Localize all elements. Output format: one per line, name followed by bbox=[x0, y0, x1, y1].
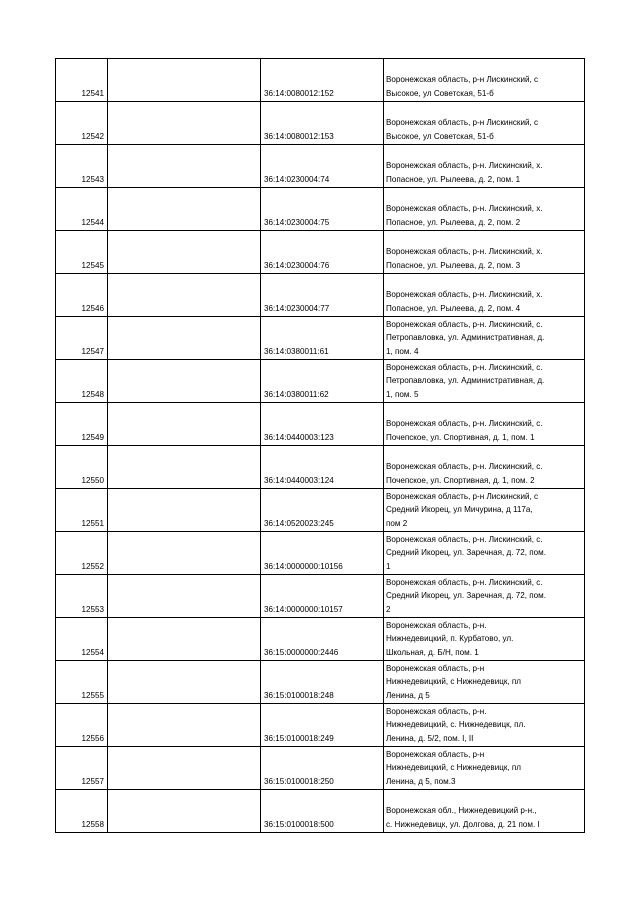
table-row bbox=[56, 704, 585, 747]
cadastral-number-cell: 36:14:0080012:152 bbox=[261, 59, 384, 102]
address-line: Воронежская область, р-н Лискинский, с bbox=[386, 118, 539, 128]
address-cell bbox=[384, 618, 585, 661]
empty-cell bbox=[108, 231, 261, 274]
empty-cell bbox=[108, 489, 261, 532]
cadastral-number-cell: 36:15:0100018:249 bbox=[261, 704, 384, 747]
address-line: Попасное, ул. Рылеева, д. 2, пом. 4 bbox=[386, 303, 521, 313]
cadastral-number-cell: 36:14:0230004:75 bbox=[261, 188, 384, 231]
address-line: Воронежская область, р-н. Лискинский, с. bbox=[386, 535, 543, 545]
empty-cell bbox=[108, 59, 261, 102]
table-row bbox=[56, 403, 585, 446]
row-number-cell: 12543 bbox=[56, 145, 108, 188]
cadastral-number-cell: 36:14:0080012:153 bbox=[261, 102, 384, 145]
table-row bbox=[56, 618, 585, 661]
address-line: с. Нижнедевицк, ул. Долгова, д. 21 пом. I bbox=[386, 819, 540, 829]
empty-cell bbox=[108, 575, 261, 618]
empty-cell bbox=[108, 532, 261, 575]
address-line: 1, пом. 4 bbox=[386, 346, 419, 356]
address-line: Нижнедевицкий, с. Нижнедевицк, пл. bbox=[386, 720, 526, 730]
address-cell bbox=[384, 360, 585, 403]
empty-cell bbox=[108, 618, 261, 661]
row-number-cell: 12556 bbox=[56, 704, 108, 747]
address-cell bbox=[384, 747, 585, 790]
address-line: Почепское, ул. Спортивная, д. 1, пом. 2 bbox=[386, 475, 535, 485]
address-cell bbox=[384, 102, 585, 145]
row-number-cell: 12549 bbox=[56, 403, 108, 446]
address-line: Нижнедевицкий, с Нижнедевицк, пл bbox=[386, 763, 522, 773]
address-line: Воронежская область, р-н. bbox=[386, 707, 487, 717]
address-line: Попасное, ул. Рылеева, д. 2, пом. 1 bbox=[386, 174, 521, 184]
table-row bbox=[56, 360, 585, 403]
cadastral-number-cell: 36:14:0380011:61 bbox=[261, 317, 384, 360]
table-row bbox=[56, 317, 585, 360]
table-row bbox=[56, 790, 585, 833]
empty-cell bbox=[108, 274, 261, 317]
address-line: Нижнедевицкий, п. Курбатово, ул. bbox=[386, 634, 514, 644]
empty-cell bbox=[108, 360, 261, 403]
address-cell bbox=[384, 317, 585, 360]
address-line: Высокое, ул Советская, 51-б bbox=[386, 88, 494, 98]
address-line: Воронежская область, р-н. Лискинский, х. bbox=[386, 290, 543, 300]
cadastral-number-cell: 36:14:0440003:124 bbox=[261, 446, 384, 489]
address-line: Воронежская область, р-н bbox=[386, 664, 485, 674]
cadastral-number-cell: 36:15:0100018:500 bbox=[261, 790, 384, 833]
row-number-cell: 12550 bbox=[56, 446, 108, 489]
table-row bbox=[56, 575, 585, 618]
table-row bbox=[56, 446, 585, 489]
address-line: Воронежская обл., Нижнедевицкий р-н., bbox=[386, 806, 537, 816]
table-row bbox=[56, 747, 585, 790]
address-line: Воронежская область, р-н. Лискинский, с. bbox=[386, 320, 543, 330]
row-number-cell: 12558 bbox=[56, 790, 108, 833]
address-line: Ленина, д 5, пом.3 bbox=[386, 776, 456, 786]
address-cell bbox=[384, 59, 585, 102]
empty-cell bbox=[108, 747, 261, 790]
cadastral-number-cell: 36:15:0100018:248 bbox=[261, 661, 384, 704]
address-line: Воронежская область, р-н Лискинский, с bbox=[386, 492, 539, 502]
address-cell bbox=[384, 575, 585, 618]
cadastral-number-cell: 36:14:0230004:74 bbox=[261, 145, 384, 188]
address-line: Школьная, д. Б/Н, пом. 1 bbox=[386, 647, 479, 657]
table-row bbox=[56, 231, 585, 274]
row-number-cell: 12544 bbox=[56, 188, 108, 231]
row-number-cell: 12553 bbox=[56, 575, 108, 618]
address-cell bbox=[384, 532, 585, 575]
table-row bbox=[56, 59, 585, 102]
cadastral-number-cell: 36:14:0000000:10157 bbox=[261, 575, 384, 618]
row-number-cell: 12547 bbox=[56, 317, 108, 360]
empty-cell bbox=[108, 790, 261, 833]
cadastral-number-cell: 36:14:0000000:10156 bbox=[261, 532, 384, 575]
address-line: Петропавловка, ул. Административная, д. bbox=[386, 333, 545, 343]
address-cell bbox=[384, 790, 585, 833]
table-row bbox=[56, 661, 585, 704]
address-line: Средний Икорец, ул Мичурина, д 117а, bbox=[386, 505, 533, 515]
table-row bbox=[56, 532, 585, 575]
empty-cell bbox=[108, 446, 261, 489]
address-cell bbox=[384, 188, 585, 231]
address-line: Ленина, д 5 bbox=[386, 690, 430, 700]
cadastral-number-cell: 36:15:0100018:250 bbox=[261, 747, 384, 790]
row-number-cell: 12545 bbox=[56, 231, 108, 274]
cadastral-number-cell: 36:15:0000000:2446 bbox=[261, 618, 384, 661]
cadastral-number-cell: 36:14:0230004:76 bbox=[261, 231, 384, 274]
row-number-cell: 12552 bbox=[56, 532, 108, 575]
row-number-cell: 12546 bbox=[56, 274, 108, 317]
address-line: Попасное, ул. Рылеева, д. 2, пом. 3 bbox=[386, 260, 521, 270]
empty-cell bbox=[108, 188, 261, 231]
cadastral-number-cell: 36:14:0440003:123 bbox=[261, 403, 384, 446]
cadastral-number-cell: 36:14:0230004:77 bbox=[261, 274, 384, 317]
address-line: Почепское, ул. Спортивная, д. 1, пом. 1 bbox=[386, 432, 535, 442]
empty-cell bbox=[108, 145, 261, 188]
address-line: Воронежская область, р-н. Лискинский, с. bbox=[386, 578, 543, 588]
address-cell bbox=[384, 231, 585, 274]
address-cell bbox=[384, 274, 585, 317]
address-cell bbox=[384, 145, 585, 188]
row-number-cell: 12554 bbox=[56, 618, 108, 661]
address-cell bbox=[384, 661, 585, 704]
address-line: Воронежская область, р-н. Лискинский, х. bbox=[386, 161, 543, 171]
table-row bbox=[56, 489, 585, 532]
address-line: Воронежская область, р-н Лискинский, с bbox=[386, 75, 539, 85]
address-line: 1 bbox=[386, 561, 391, 571]
address-line: Воронежская область, р-н. Лискинский, с. bbox=[386, 363, 543, 373]
address-line: Воронежская область, р-н. Лискинский, х. bbox=[386, 247, 543, 257]
address-cell bbox=[384, 704, 585, 747]
table-row bbox=[56, 274, 585, 317]
address-line: Петропавловка, ул. Административная, д. bbox=[386, 376, 545, 386]
address-line: Воронежская область, р-н. Лискинский, х. bbox=[386, 204, 543, 214]
address-line: 1, пом. 5 bbox=[386, 389, 419, 399]
row-number-cell: 12542 bbox=[56, 102, 108, 145]
table-row bbox=[56, 188, 585, 231]
cadastral-number-cell: 36:14:0380011:62 bbox=[261, 360, 384, 403]
address-line: Высокое, ул Советская, 51-б bbox=[386, 131, 494, 141]
address-line: Воронежская область, р-н. bbox=[386, 621, 487, 631]
address-line: Воронежская область, р-н. Лискинский, с. bbox=[386, 419, 543, 429]
row-number-cell: 12541 bbox=[56, 59, 108, 102]
address-line: пом 2 bbox=[386, 518, 408, 528]
address-cell bbox=[384, 489, 585, 532]
address-line: Средний Икорец, ул. Заречная, д. 72, пом. bbox=[386, 591, 546, 601]
table-row bbox=[56, 145, 585, 188]
empty-cell bbox=[108, 102, 261, 145]
row-number-cell: 12548 bbox=[56, 360, 108, 403]
address-line: Средний Икорец, ул. Заречная, д. 72, пом. bbox=[386, 548, 546, 558]
address-cell bbox=[384, 446, 585, 489]
table-row bbox=[56, 102, 585, 145]
empty-cell bbox=[108, 317, 261, 360]
property-registry-table bbox=[55, 58, 585, 833]
empty-cell bbox=[108, 403, 261, 446]
address-line: Нижнедевицкий, с Нижнедевицк, пл bbox=[386, 677, 522, 687]
empty-cell bbox=[108, 704, 261, 747]
address-line: 2 bbox=[386, 604, 391, 614]
cadastral-number-cell: 36:14:0520023:245 bbox=[261, 489, 384, 532]
row-number-cell: 12555 bbox=[56, 661, 108, 704]
registry-table-body bbox=[56, 59, 585, 833]
empty-cell bbox=[108, 661, 261, 704]
address-cell bbox=[384, 403, 585, 446]
row-number-cell: 12557 bbox=[56, 747, 108, 790]
address-line: Воронежская область, р-н. Лискинский, с. bbox=[386, 462, 543, 472]
address-line: Воронежская область, р-н bbox=[386, 750, 485, 760]
row-number-cell: 12551 bbox=[56, 489, 108, 532]
address-line: Ленина, д. 5/2, пом. I, II bbox=[386, 733, 474, 743]
address-line: Попасное, ул. Рылеева, д. 2, пом. 2 bbox=[386, 217, 521, 227]
